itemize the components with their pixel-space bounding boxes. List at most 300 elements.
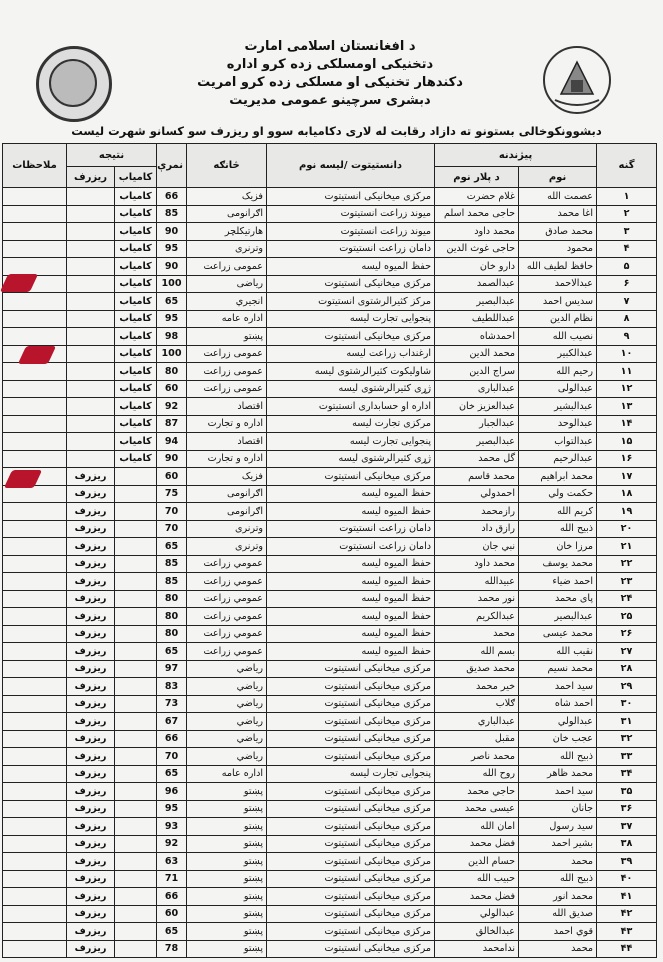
row-name: محمد (519, 853, 597, 871)
row-field: عمومي زراعت (187, 590, 267, 608)
row-field: ریاضي (187, 713, 267, 731)
row-father-name: رازق داد (435, 520, 519, 538)
table-body (3, 188, 657, 958)
row-pass: کامیاب (115, 223, 157, 241)
title-line-1: د افغانستان اسلامی امارت (244, 39, 416, 54)
row-name: عبدالتواب (519, 433, 597, 451)
row-field: اداره عامه (187, 310, 267, 328)
row-institute: حفظ المیوه لیسه (267, 555, 435, 573)
row-institute: حفظ المیوه لیسه (267, 608, 435, 626)
row-father-name: ګلاب (435, 695, 519, 713)
row-name: سید رسول (519, 818, 597, 836)
row-name: عبدالکبیر (519, 345, 597, 363)
row-name: سید احمد (519, 783, 597, 801)
row-reserve (67, 433, 115, 451)
table-row (3, 240, 657, 258)
row-remarks (3, 590, 67, 608)
row-number: ۴۰ (597, 870, 657, 888)
row-reserve (67, 398, 115, 416)
row-number: ۶ (597, 275, 657, 293)
row-name: حافظ لطیف الله (519, 258, 597, 276)
row-father-name: محمد (435, 625, 519, 643)
table-row (3, 643, 657, 661)
letterhead (120, 38, 540, 110)
row-field: عمومي زراعت (187, 608, 267, 626)
row-name: عبدالبصیر (519, 608, 597, 626)
col-reserve: ریزرف (67, 167, 115, 188)
row-father-name: سراج الدین (435, 363, 519, 381)
row-institute: مرکزی میخانیکی انستیتوت (267, 888, 435, 906)
row-name: عبدالبشیر (519, 398, 597, 416)
row-father-name: عبدالبصیر (435, 433, 519, 451)
row-remarks (3, 678, 67, 696)
row-father-name: حسام الدین (435, 853, 519, 871)
row-remarks (3, 380, 67, 398)
row-reserve: ریزرف (67, 520, 115, 538)
row-father-name: عبدالباري (435, 713, 519, 731)
row-remarks (3, 433, 67, 451)
row-pass: کامیاب (115, 363, 157, 381)
row-score: 83 (157, 678, 187, 696)
row-number: ۲۱ (597, 538, 657, 556)
row-name: صدیق الله (519, 905, 597, 923)
row-field: فزیک (187, 188, 267, 206)
row-pass: کامیاب (115, 415, 157, 433)
row-reserve: ریزرف (67, 923, 115, 941)
row-number: ۱۵ (597, 433, 657, 451)
row-remarks (3, 328, 67, 346)
row-number: ۴۴ (597, 940, 657, 958)
row-father-name: محمد داود (435, 223, 519, 241)
row-pass (115, 870, 157, 888)
row-institute: میوند زراعت انستیتوت (267, 223, 435, 241)
row-field: عمومي زراعت (187, 625, 267, 643)
row-institute: مرکزی میخانیکی انستیتوت (267, 940, 435, 958)
row-number: ۳۹ (597, 853, 657, 871)
row-score: 71 (157, 870, 187, 888)
row-remarks (3, 888, 67, 906)
table-row (3, 730, 657, 748)
row-number: ۵ (597, 258, 657, 276)
results-table (2, 143, 657, 958)
row-pass (115, 520, 157, 538)
col-score: نمرې (157, 144, 187, 188)
row-score: 90 (157, 258, 187, 276)
row-number: ۲۸ (597, 660, 657, 678)
row-father-name: نور محمد (435, 590, 519, 608)
row-score: 94 (157, 433, 187, 451)
row-father-name: غلام حضرت (435, 188, 519, 206)
row-number: ۱۱ (597, 363, 657, 381)
row-institute: حفظ المیوه لیسه (267, 625, 435, 643)
row-number: ۳ (597, 223, 657, 241)
row-reserve (67, 188, 115, 206)
row-institute: مرکزی میخانیکی انستیتوت (267, 678, 435, 696)
row-reserve: ریزرف (67, 730, 115, 748)
row-number: ۲۲ (597, 555, 657, 573)
row-pass: کامیاب (115, 328, 157, 346)
row-number: ۱۸ (597, 485, 657, 503)
row-reserve: ریزرف (67, 503, 115, 521)
row-remarks (3, 660, 67, 678)
row-number: ۱۰ (597, 345, 657, 363)
row-name: عبدالوحد (519, 415, 597, 433)
table-row (3, 853, 657, 871)
row-father-name: حاجي محمد (435, 783, 519, 801)
row-name: محمد صادق (519, 223, 597, 241)
row-remarks (3, 415, 67, 433)
row-father-name: حبیب الله (435, 870, 519, 888)
row-reserve (67, 275, 115, 293)
row-father-name: روح الله (435, 765, 519, 783)
table-row (3, 555, 657, 573)
row-field: انجیري (187, 293, 267, 311)
row-score: 92 (157, 835, 187, 853)
row-score: 85 (157, 205, 187, 223)
table-row (3, 485, 657, 503)
row-pass: کامیاب (115, 345, 157, 363)
row-score: 65 (157, 923, 187, 941)
row-name: ذبیح الله (519, 748, 597, 766)
row-father-name: خیر محمد (435, 678, 519, 696)
row-score: 95 (157, 800, 187, 818)
row-pass (115, 888, 157, 906)
row-name: محمد ابراهیم (519, 468, 597, 486)
table-row (3, 345, 657, 363)
row-reserve: ریزرف (67, 643, 115, 661)
row-reserve: ریزرف (67, 765, 115, 783)
row-reserve (67, 415, 115, 433)
row-pass (115, 818, 157, 836)
row-reserve: ریزرف (67, 888, 115, 906)
row-remarks (3, 695, 67, 713)
row-father-name: محمد صدیق (435, 660, 519, 678)
row-score: 66 (157, 730, 187, 748)
row-number: ۲۴ (597, 590, 657, 608)
table-row (3, 748, 657, 766)
row-institute: مرکزی میخانیکی انستیتوت (267, 275, 435, 293)
row-name: قوي احمد (519, 923, 597, 941)
row-number: ۴ (597, 240, 657, 258)
table-row (3, 380, 657, 398)
row-remarks (3, 853, 67, 871)
row-father-name: عبدالخالق (435, 923, 519, 941)
row-father-name: عبدالولي (435, 905, 519, 923)
row-field: پښتو (187, 923, 267, 941)
row-number: ۱۲ (597, 380, 657, 398)
row-name: جانان (519, 800, 597, 818)
row-score: 96 (157, 783, 187, 801)
row-number: ۷ (597, 293, 657, 311)
list-subtitle: دبشوونکوخالی بستونو ته دازاد رقابت له لاری دکامیابه سوو او ریزرف سو کسانو شهرت لیست (71, 124, 602, 138)
row-pass (115, 923, 157, 941)
row-name: ذبیح الله (519, 520, 597, 538)
row-score: 70 (157, 520, 187, 538)
row-reserve: ریزرف (67, 590, 115, 608)
row-reserve (67, 450, 115, 468)
row-institute: حفظ المیوه لیسه (267, 573, 435, 591)
row-institute: مرکزی میخانیکی انستیتوت (267, 835, 435, 853)
row-number: ۱ (597, 188, 657, 206)
row-pass (115, 485, 157, 503)
row-reserve (67, 223, 115, 241)
row-field: پښتو (187, 783, 267, 801)
row-father-name: محمد داود (435, 555, 519, 573)
col-field: څانګه (187, 144, 267, 188)
table-row (3, 713, 657, 731)
table-row (3, 870, 657, 888)
row-name: عبدالاحمد (519, 275, 597, 293)
row-score: 73 (157, 695, 187, 713)
table-row (3, 433, 657, 451)
table-row (3, 450, 657, 468)
row-reserve: ریزرف (67, 538, 115, 556)
row-number: ۳۸ (597, 835, 657, 853)
row-father-name: عبدالصمد (435, 275, 519, 293)
row-score: 100 (157, 345, 187, 363)
row-remarks (3, 835, 67, 853)
row-remarks (3, 905, 67, 923)
row-field: پښتو (187, 800, 267, 818)
row-institute: اداره او حسابداری انستیتوت (267, 398, 435, 416)
row-field: ریاضي (187, 730, 267, 748)
row-name: سید احمد (519, 678, 597, 696)
row-name: محمد ظاهر (519, 765, 597, 783)
row-name: عصمت الله (519, 188, 597, 206)
row-name: محمد انور (519, 888, 597, 906)
col-father-name: د پلار نوم (435, 167, 519, 188)
row-reserve: ریزرف (67, 853, 115, 871)
row-score: 87 (157, 415, 187, 433)
row-reserve (67, 258, 115, 276)
row-remarks (3, 730, 67, 748)
row-remarks (3, 363, 67, 381)
row-institute: مرکزی میخانیکی انستیتوت (267, 800, 435, 818)
row-institute: پنجوایی تجارت لیسه (267, 433, 435, 451)
row-pass: کامیاب (115, 433, 157, 451)
row-remarks (3, 293, 67, 311)
row-field: اداره و تجارت (187, 415, 267, 433)
row-institute: مرکزی میخانیکی انستیتوت (267, 870, 435, 888)
row-number: ۴۱ (597, 888, 657, 906)
row-pass (115, 678, 157, 696)
row-remarks (3, 398, 67, 416)
row-name: نقیب الله (519, 643, 597, 661)
col-number: گنه (597, 144, 657, 188)
row-score: 95 (157, 240, 187, 258)
row-pass (115, 713, 157, 731)
table-row (3, 188, 657, 206)
row-score: 70 (157, 503, 187, 521)
row-institute: ژړی کثیرالرشتوی لیسه (267, 380, 435, 398)
title-line-4: دبشری سرچینو عمومی مدیریت (229, 93, 431, 108)
row-number: ۲۷ (597, 643, 657, 661)
row-score: 67 (157, 713, 187, 731)
row-pass (115, 853, 157, 871)
row-score: 90 (157, 223, 187, 241)
row-number: ۳۴ (597, 765, 657, 783)
row-field: پښتو (187, 940, 267, 958)
row-field: پښتو (187, 835, 267, 853)
table-row (3, 415, 657, 433)
row-reserve: ریزرف (67, 660, 115, 678)
row-number: ۲۳ (597, 573, 657, 591)
row-remarks (3, 258, 67, 276)
row-pass: کامیاب (115, 450, 157, 468)
table-row (3, 258, 657, 276)
row-remarks (3, 573, 67, 591)
row-number: ۳۲ (597, 730, 657, 748)
row-institute: حفظ المیوه لیسه (267, 643, 435, 661)
row-institute: مرکزی میخانیکی انستیتوت (267, 818, 435, 836)
row-reserve: ریزرف (67, 555, 115, 573)
row-score: 100 (157, 275, 187, 293)
row-name: بشیر احمد (519, 835, 597, 853)
row-score: 70 (157, 748, 187, 766)
row-field: پښتو (187, 888, 267, 906)
row-father-name: عبدالبصیر (435, 293, 519, 311)
row-father-name: احمدشاه (435, 328, 519, 346)
row-remarks (3, 765, 67, 783)
row-score: 75 (157, 485, 187, 503)
table-row (3, 310, 657, 328)
row-number: ۲۶ (597, 625, 657, 643)
row-name: رحیم الله (519, 363, 597, 381)
row-father-name: محمد قاسم (435, 468, 519, 486)
row-reserve: ریزرف (67, 695, 115, 713)
table-row (3, 223, 657, 241)
row-institute: دامان زراعت انستیتوت (267, 538, 435, 556)
row-field: پښتو (187, 853, 267, 871)
row-reserve (67, 240, 115, 258)
row-reserve: ریزرف (67, 870, 115, 888)
row-institute: حفظ المیوه لیسه (267, 503, 435, 521)
row-pass (115, 625, 157, 643)
table-row (3, 538, 657, 556)
row-remarks (3, 240, 67, 258)
row-institute: ژړی کثیرالرشتوی لیسه (267, 450, 435, 468)
row-name: نظام الدین (519, 310, 597, 328)
row-institute: مرکزی میخانیکی انستیتوت (267, 905, 435, 923)
table-row (3, 800, 657, 818)
title-line-3: دکندهار تخنیکی او مسلکی زده کرو امریت (197, 75, 463, 90)
row-number: ۹ (597, 328, 657, 346)
row-pass: کامیاب (115, 188, 157, 206)
row-institute: مرکزی میخانیکی انستیتوت (267, 730, 435, 748)
row-name: محمد عیسی (519, 625, 597, 643)
row-score: 95 (157, 310, 187, 328)
row-reserve: ریزرف (67, 678, 115, 696)
row-institute: مرکزی میخانیکی انستیتوت (267, 713, 435, 731)
row-name: عجب خان (519, 730, 597, 748)
row-institute: مرکزی میخانیکی انستیتوت (267, 660, 435, 678)
row-pass (115, 765, 157, 783)
row-father-name: دارو خان (435, 258, 519, 276)
row-score: 97 (157, 660, 187, 678)
row-institute: مرکزی تجارت لیسه (267, 415, 435, 433)
row-remarks (3, 783, 67, 801)
table-row (3, 765, 657, 783)
table-row (3, 940, 657, 958)
row-field: ریاضی (187, 275, 267, 293)
row-name: عبدالرحیم (519, 450, 597, 468)
row-score: 93 (157, 818, 187, 836)
table-row (3, 695, 657, 713)
row-remarks (3, 520, 67, 538)
table-row (3, 888, 657, 906)
row-field: اقتصاد (187, 433, 267, 451)
row-pass: کامیاب (115, 258, 157, 276)
row-institute: مرکزی میخانیکی انستیتوت (267, 783, 435, 801)
row-remarks (3, 625, 67, 643)
row-institute: دامان زراعت انستیتوت (267, 520, 435, 538)
row-number: ۴۳ (597, 923, 657, 941)
row-remarks (3, 870, 67, 888)
row-remarks (3, 643, 67, 661)
row-reserve (67, 293, 115, 311)
row-father-name: عبدالباری (435, 380, 519, 398)
row-remarks (3, 800, 67, 818)
row-remarks (3, 748, 67, 766)
row-reserve: ریزرف (67, 835, 115, 853)
row-pass (115, 590, 157, 608)
row-field: اداره عامه (187, 765, 267, 783)
table-row (3, 503, 657, 521)
row-number: ۱۳ (597, 398, 657, 416)
row-reserve (67, 205, 115, 223)
emirate-emblem-icon (541, 44, 611, 114)
row-institute: پنجوایی تجارت لیسه (267, 310, 435, 328)
row-reserve (67, 345, 115, 363)
row-pass (115, 730, 157, 748)
row-name: ذبیح الله (519, 870, 597, 888)
row-institute: مرکزی میخانیکی انستیتوت (267, 853, 435, 871)
row-remarks (3, 205, 67, 223)
row-number: ۱۶ (597, 450, 657, 468)
row-name: احمد ضیاء (519, 573, 597, 591)
col-identity: پیژندنه (435, 144, 597, 167)
row-number: ۳۳ (597, 748, 657, 766)
row-father-name: فضل محمد (435, 835, 519, 853)
row-number: ۱۴ (597, 415, 657, 433)
row-field: وترنری (187, 520, 267, 538)
row-name: نصیب الله (519, 328, 597, 346)
row-field: وترنری (187, 538, 267, 556)
row-name: محمد نسیم (519, 660, 597, 678)
row-field: ریاضي (187, 695, 267, 713)
row-field: اګرانومی (187, 205, 267, 223)
row-pass (115, 573, 157, 591)
row-reserve: ریزرف (67, 485, 115, 503)
row-number: ۲۹ (597, 678, 657, 696)
table-row (3, 363, 657, 381)
row-reserve (67, 363, 115, 381)
row-score: 80 (157, 608, 187, 626)
row-father-name: حاجی غوث الدین (435, 240, 519, 258)
row-field: اقتصاد (187, 398, 267, 416)
row-remarks (3, 608, 67, 626)
row-pass (115, 468, 157, 486)
row-reserve (67, 328, 115, 346)
row-father-name: محمد ناصر (435, 748, 519, 766)
row-score: 66 (157, 888, 187, 906)
table-row (3, 818, 657, 836)
row-number: ۲۵ (597, 608, 657, 626)
row-number: ۴۲ (597, 905, 657, 923)
table-row (3, 905, 657, 923)
row-institute: پنجوایی تجارت لیسه (267, 765, 435, 783)
row-reserve (67, 380, 115, 398)
